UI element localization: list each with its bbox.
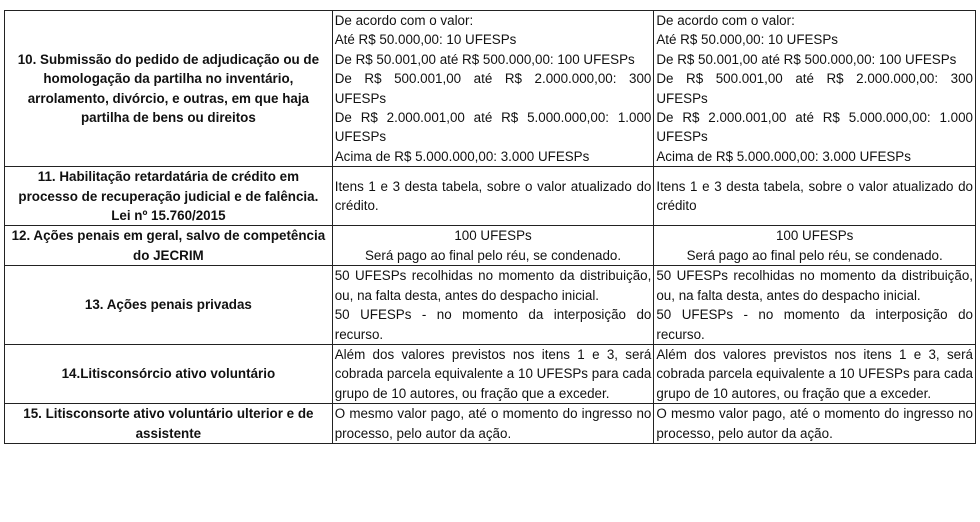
value-cell-col1 (332, 167, 654, 226)
value-line: Até R$ 50.000,00: 10 UFESPs (334, 32, 517, 48)
table-row-13 (5, 266, 976, 345)
value-line: Além dos valores previstos nos itens 1 e 3, será cobrada parcela equivalente a 10 UFESPs para cada grupo de 10 autores, ou fração que a exceder. (656, 346, 973, 401)
value-line: De R$ 50.001,00 até R$ 500.000,00: 100 UFESPs (656, 51, 957, 67)
item-description (5, 167, 333, 226)
item-text: 13. Ações penais privadas (84, 297, 252, 313)
value-line: De acordo com o valor: (656, 13, 795, 28)
value-line: Itens 1 e 3 desta tabela, sobre o valor atualizado do crédito. (334, 178, 652, 214)
value-cell-col1 (332, 266, 654, 345)
value-line: 100 UFESPs (775, 228, 854, 244)
value-line: Será pago ao final pelo réu, se condenado. (364, 247, 622, 263)
value-line: De R$ 500.001,00 até R$ 2.000.000,00: 300 UFESPs (656, 71, 973, 106)
value-cell-col1 (332, 226, 654, 266)
value-line: 50 UFESPs recolhidas no momento da distribuição, ou, na falta desta, antes do despacho inicial. (656, 268, 973, 303)
item-text: 12. Ações penais em geral, salvo de competência do JECRIM (11, 228, 326, 263)
item-description (5, 404, 333, 444)
item-text: 11. Habilitação retardatária de crédito em processo de recuperação judicial e de falência. Lei nº 15.760/2015 (18, 169, 319, 224)
value-line: De acordo com o valor: (334, 13, 474, 28)
value-line: Será pago ao final pelo réu, se condenado. (686, 247, 943, 263)
value-cell-col2 (654, 266, 976, 345)
value-line: De R$ 2.000.001,00 até R$ 5.000.000,00: 1.000 UFESPs (334, 110, 652, 145)
table-row-12 (5, 226, 976, 266)
value-cell-col1 (332, 404, 654, 444)
value-line: Além dos valores previstos nos itens 1 e 3, será cobrada parcela equivalente a 10 UFESPs para cada grupo de 10 autores, ou fração que a exceder. (334, 346, 652, 401)
item-description (5, 11, 333, 167)
value-cell-col2 (654, 226, 976, 266)
value-line: Itens 1 e 3 desta tabela, sobre o valor atualizado do crédito (656, 178, 973, 214)
value-line: O mesmo valor pago, até o momento do ingresso no processo, pelo autor da ação. (334, 406, 652, 441)
item-text: 14.Litisconsórcio ativo voluntário (61, 366, 276, 382)
value-line: 100 UFESPs (454, 228, 532, 244)
value-cell-col2 (654, 404, 976, 444)
value-line: O mesmo valor pago, até o momento do ingresso no processo, pelo autor da ação. (656, 406, 973, 441)
item-description (5, 344, 333, 403)
item-text: 10. Submissão do pedido de adjudicação ou de homologação da partilha no inventário, arrolamento, divórcio, e outras, em que haja partilha de bens ou direitos (17, 51, 320, 126)
item-description (5, 226, 333, 266)
value-line: De R$ 2.000.001,00 até R$ 5.000.000,00: 1.000 UFESPs (656, 110, 973, 145)
value-cell-col1 (332, 11, 654, 167)
item-description (5, 266, 333, 345)
value-cell-col2 (654, 167, 976, 226)
value-cell-col2 (654, 344, 976, 403)
table-row-10 (5, 11, 976, 167)
value-line: Acima de R$ 5.000.000,00: 3.000 UFESPs (334, 148, 590, 164)
table-row-11 (5, 167, 976, 226)
value-cell-col1 (332, 344, 654, 403)
value-line: De R$ 500.001,00 até R$ 2.000.000,00: 300 UFESPs (334, 71, 652, 106)
item-text: 15. Litisconsorte ativo voluntário ulterior e de assistente (23, 406, 314, 441)
value-line: 50 UFESPs recolhidas no momento da distribuição, ou, na falta desta, antes do despacho inicial. (334, 268, 652, 303)
value-line: De R$ 50.001,00 até R$ 500.000,00: 100 UFESPs (334, 51, 635, 67)
value-line: 50 UFESPs - no momento da interposição do recurso. (334, 307, 652, 342)
fee-table (4, 10, 976, 444)
value-line: 50 UFESPs - no momento da interposição do recurso. (656, 307, 973, 342)
value-line: Até R$ 50.000,00: 10 UFESPs (656, 32, 838, 48)
value-line: Acima de R$ 5.000.000,00: 3.000 UFESPs (656, 148, 911, 164)
table-row-15 (5, 404, 976, 444)
value-cell-col2 (654, 11, 976, 167)
table-row-14 (5, 344, 976, 403)
